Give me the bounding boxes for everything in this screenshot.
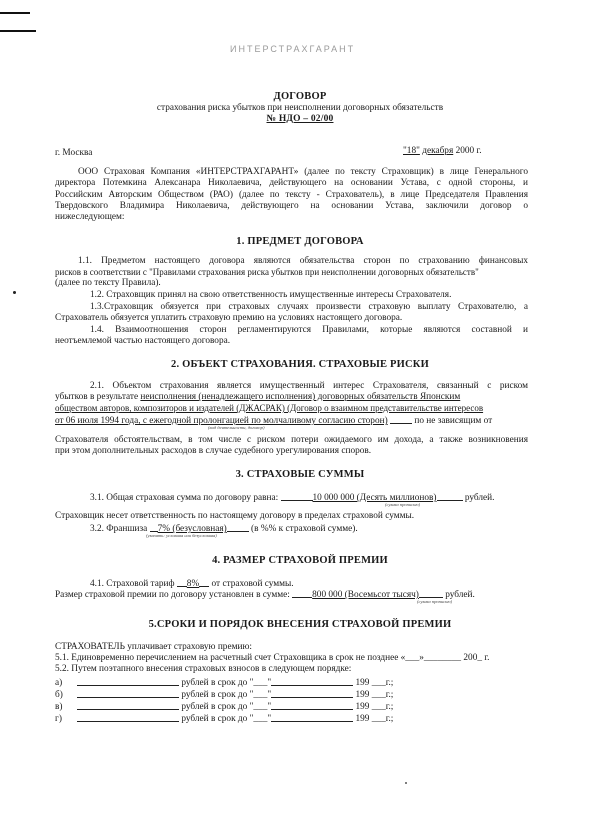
s4-premium-lead xyxy=(292,588,312,598)
scan-speck xyxy=(405,782,407,784)
installment-amount-blank xyxy=(77,688,179,698)
s5-line-3: 5.2. Путем поэтапного внесения страховых взносов в следующем порядке: xyxy=(55,664,352,674)
s1-line-6: Страхователь обязуется уплатить страховую премию на условиях настоящего договора. xyxy=(55,313,403,323)
date-year: 2000 г. xyxy=(455,146,482,156)
document-subtitle: страхования риска убытков при неисполнении договорных обязательств xyxy=(156,103,444,113)
s2-line-4-blank xyxy=(390,414,412,424)
section-5-title: 5.СРОКИ И ПОРЯДОК ВНЕСЕНИЯ СТРАХОВОЙ ПРЕМИИ xyxy=(148,619,452,630)
s1-line-7: 1.4. Взаимоотношения сторон регламентируются Правилами, которые являются составной и xyxy=(90,325,528,335)
s3-sum-value: 10 000 000 (Десять миллионов) xyxy=(312,493,437,503)
city: г. Москва xyxy=(55,148,93,158)
s4-line-2 xyxy=(55,588,475,601)
intro-line-5: нижеследующем: xyxy=(55,212,125,222)
s4-note: (сумма прописью) xyxy=(417,599,453,604)
installment-year: 199 ___г.; xyxy=(355,714,394,724)
document-number: № НДО – 02/00 xyxy=(266,114,334,124)
s3-franchise-tail xyxy=(227,522,249,532)
s5-line-2: 5.1. Единовременно перечислением на расчетный счет Страховщика в срок не позднее «___»________ 200_ г. xyxy=(55,653,490,663)
s2-line-1: 2.1. Объектом страхования является имущественный интерес Страхователя, связанный с риском xyxy=(90,381,528,391)
s3-line-3 xyxy=(90,522,358,535)
installment-letter: в) xyxy=(55,702,63,712)
s2-line-2-start: убытков в результате xyxy=(55,392,141,402)
installment-amount-blank xyxy=(77,700,179,710)
s2-note: (вид деятельности, договор) xyxy=(208,425,265,430)
installment-date-blank xyxy=(271,700,353,710)
s4-tariff-tail xyxy=(199,577,209,587)
installment-text: рублей в срок до "___" xyxy=(181,702,272,712)
section-1-title: 1. ПРЕДМЕТ ДОГОВОРА xyxy=(236,236,364,247)
installment-letter: б) xyxy=(55,690,63,700)
s3-sum-label: 3.1. Общая страховая сумма по договору равна: xyxy=(90,493,279,503)
s4-premium-label: Размер страховой премии по договору установлен в сумме: xyxy=(55,590,290,600)
s3-franchise-value: 7% (безусловная) xyxy=(157,524,227,534)
intro-line-4: Твердовского Владимира Николаевича, действующего на основании Устава, заключили договор о xyxy=(55,201,528,211)
s4-tariff-unit: от страховой суммы. xyxy=(211,579,294,589)
section-3-title: 3. СТРАХОВЫЕ СУММЫ xyxy=(235,469,365,480)
date-day: "18" xyxy=(403,146,420,156)
corner-mark-top-left xyxy=(0,12,30,14)
s1-line-3: (далее по тексту Правила). xyxy=(55,278,161,288)
s2-line-3: обществом авторов, композиторов и издателей (ДЖАСРАК) (Договор о взаимном представительстве интересов xyxy=(55,403,484,413)
s4-premium-tail xyxy=(419,588,443,598)
s1-line-2: рисков в соответствии с "Правилами страхования риска убытков при неисполнении договорных обязательств" xyxy=(55,267,479,277)
s3-franchise-unit: (в %% к страховой сумме). xyxy=(251,524,358,534)
s3-note-2: (указать: условная или безусловная) xyxy=(146,533,217,538)
section-2-title: 2. ОБЪЕКТ СТРАХОВАНИЯ. СТРАХОВЫЕ РИСКИ xyxy=(171,359,429,370)
document-title: ДОГОВОР xyxy=(273,91,327,102)
s3-line-2: Страховщик несет ответственность по настоящему договору в пределах страховой суммы. xyxy=(55,511,415,521)
s4-tariff-label: 4.1. Страховой тариф xyxy=(90,579,175,589)
installment-letter: а) xyxy=(55,678,63,688)
installment-text: рублей в срок до "___" xyxy=(181,678,272,688)
installment-year: 199 ___г.; xyxy=(355,702,394,712)
installment-date-blank xyxy=(271,688,353,698)
s1-line-4: 1.2. Страховщик принял на свою ответственность имущественные интересы Страхователя. xyxy=(90,290,452,300)
s2-line-5: Страхователя обстоятельствам, в том числе с риском потери ожидаемого им дохода, а также возникновения xyxy=(55,435,528,445)
installment-text: рублей в срок до "___" xyxy=(181,690,272,700)
intro-line-1: ООО Страховая Компания «ИНТЕРСТРАХГАРАНТ» (далее по тексту Страховщик) в лице Генерального xyxy=(78,167,528,177)
s3-sum-unit: рублей. xyxy=(464,493,495,503)
installment-text: рублей в срок до "___" xyxy=(181,714,272,724)
s3-note-1: (сумма прописью) xyxy=(385,502,421,507)
s2-line-4 xyxy=(55,414,492,427)
s3-franchise-lead xyxy=(150,522,158,532)
installment-amount-blank xyxy=(77,712,179,722)
date-month: декабря xyxy=(422,146,454,156)
installment-letter: г) xyxy=(55,714,62,724)
s4-tariff-value: 8% xyxy=(186,579,200,589)
s3-sum-tail xyxy=(437,491,463,501)
s2-line-2-underlined: неисполнения (ненадлежащего исполнения) договорных обязательств Японским xyxy=(140,392,461,402)
installment-date-blank xyxy=(271,676,353,686)
s3-franchise-label: 3.2. Франшиза xyxy=(90,524,148,534)
intro-line-2: директора Потемкина Алексанара Николаевича, действующего на основании Устава, с одной стороны, и xyxy=(55,178,528,188)
s1-line-8: неотъемлемой частью настоящего договора. xyxy=(55,336,231,346)
section-4-title: 4. РАЗМЕР СТРАХОВОЙ ПРЕМИИ xyxy=(212,555,388,566)
s1-line-5: 1.3.Страховщик обязуется при страховых случаях произвести страховую выплату Страхователю, а xyxy=(90,302,528,312)
s2-line-4-underlined: от 06 июля 1994 года, с ежегодной пролонгацией по молчаливому согласию сторон) xyxy=(55,416,388,426)
s2-line-4-end: по не зависящим от xyxy=(414,416,493,426)
s1-line-1: 1.1. Предметом настоящего договора являются обязательства сторон по страхованию финансовых xyxy=(78,256,528,266)
s3-line-1 xyxy=(90,491,494,504)
contract-date xyxy=(403,146,482,157)
s4-tariff-lead xyxy=(177,577,187,587)
s3-sum-lead xyxy=(281,491,313,501)
intro-line-3: Российским Авторским Обществом (РАО) (далее по тексту - Страхователь), в лице Председателя Правления xyxy=(55,190,528,200)
installment-year: 199 ___г.; xyxy=(355,678,394,688)
s2-line-6: при этом дополнительных расходов в случае судебного урегулирования споров. xyxy=(55,446,372,456)
s4-premium-unit: рублей. xyxy=(445,590,475,600)
installment-year: 199 ___г.; xyxy=(355,690,394,700)
corner-mark-top-left-2 xyxy=(0,30,36,32)
watermark-text: ИНТЕРСТРАХГАРАНТ xyxy=(230,44,356,54)
s2-line-2 xyxy=(55,392,460,403)
installment-amount-blank xyxy=(77,676,179,686)
installment-date-blank xyxy=(271,712,353,722)
installment-row xyxy=(55,712,393,725)
s5-line-1: СТРАХОВАТЕЛЬ уплачивает страховую премию: xyxy=(55,642,252,652)
s4-premium-value: 800 000 (Восемьсот тысяч) xyxy=(312,590,419,600)
scan-speck xyxy=(13,291,16,294)
